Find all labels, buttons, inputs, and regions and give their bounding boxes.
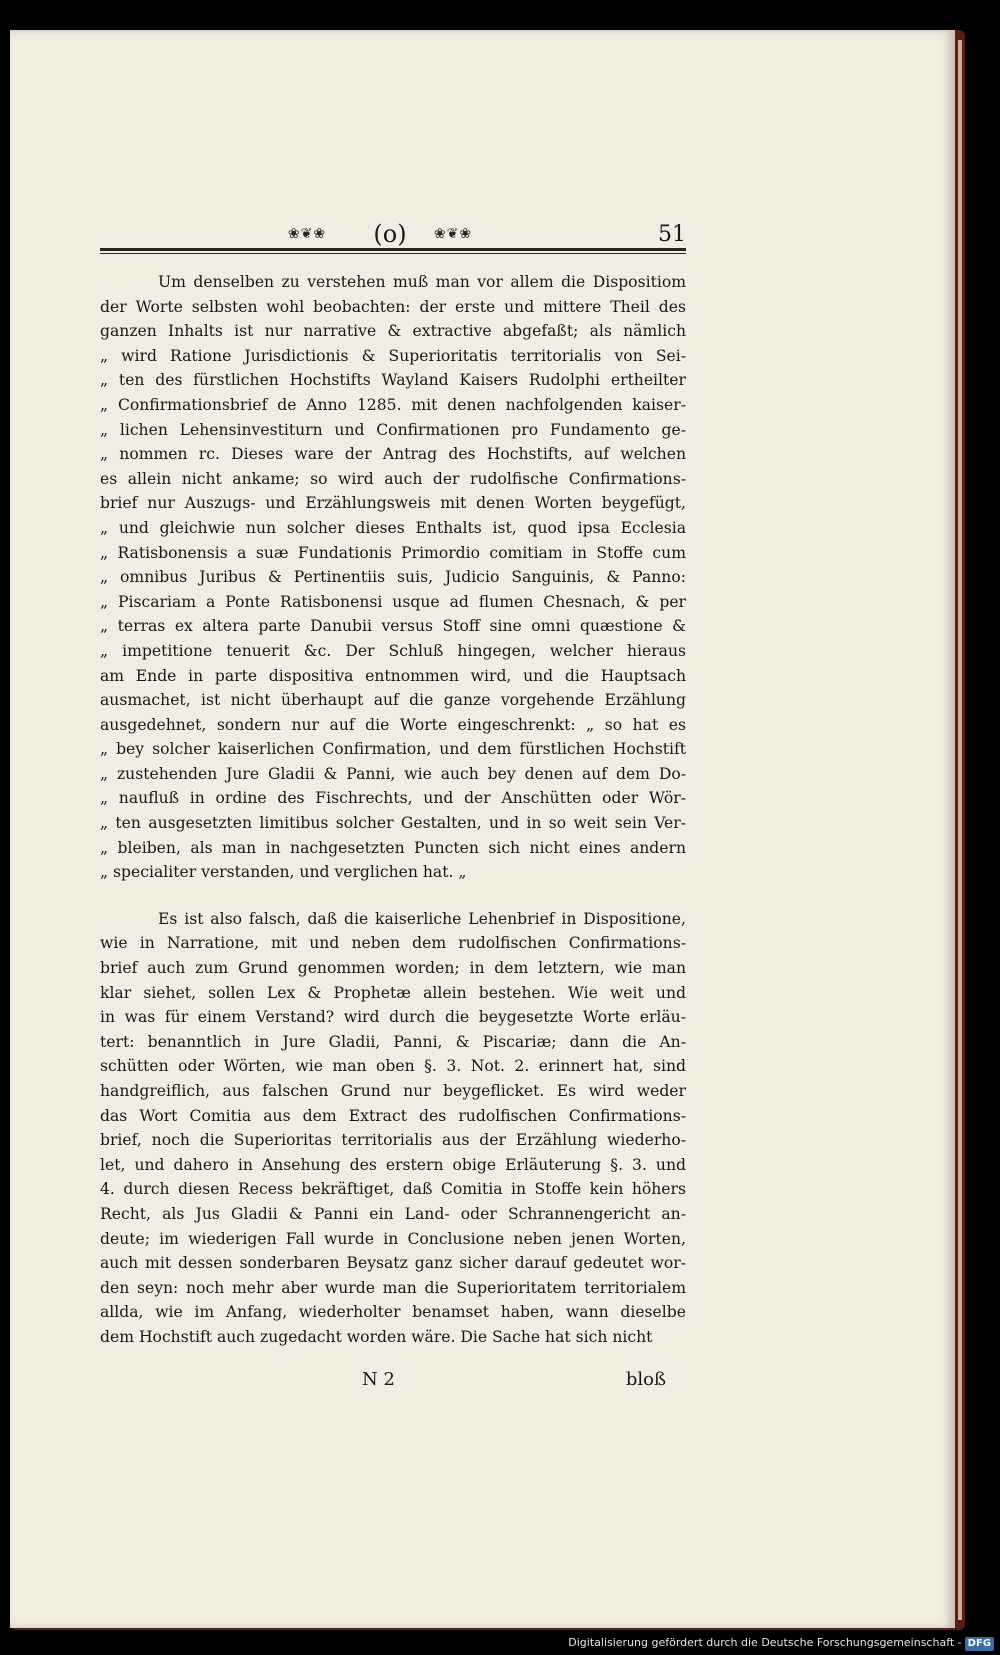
- text-line: das Wort Comitia aus dem Extract des rudolfischen Confirmations-: [100, 1106, 686, 1125]
- text-line: „ bey solcher kaiserlichen Confirmation, und dem fürstlichen Hochstift: [100, 740, 686, 759]
- text-line: tert: benanntlich in Jure Gladii, Panni, & Piscariæ; dann die An-: [100, 1032, 686, 1051]
- text-line: „ specialiter verstanden, und verglichen hat. „: [100, 863, 467, 882]
- text-line: dem Hochstift auch zugedacht worden wäre. Die Sache hat sich nicht: [100, 1327, 653, 1346]
- header-ornament-right-icon: ❀❦❀: [433, 226, 473, 242]
- text-line: Es ist also falsch, daß die kaiserliche Lehenbrief in Dispositione,: [158, 909, 686, 928]
- paragraph: [100, 907, 686, 1350]
- text-line: schütten oder Wörten, wie man oben §. 3. Not. 2. erinnert hat, sind: [100, 1057, 686, 1076]
- paragraph: [100, 270, 686, 885]
- text-line: allda, wie im Anfang, wiederholter benamset haben, wann dieselbe: [100, 1303, 686, 1322]
- text-line: es allein nicht ankame; so wird auch der rudolfische Confirmations-: [100, 469, 686, 488]
- text-line: in was für einem Verstand? wird durch die beygesetzte Worte erläu-: [100, 1008, 686, 1027]
- header-marker: (o): [373, 220, 407, 248]
- text-line: Um denselben zu verstehen muß man vor allem die Dispositiom: [158, 273, 686, 291]
- text-line: „ wird Ratione Jurisdictionis & Superioritatis territorialis von Sei-: [100, 346, 686, 365]
- text-line: „ terras ex altera parte Danubii versus Stoff sine omni quæstione &: [100, 617, 686, 636]
- text-line: „ und gleichwie nun solcher dieses Enthalts ist, quod ipsa Ecclesia: [100, 518, 686, 537]
- text-line: „ zustehenden Jure Gladii & Panni, wie auch bey denen auf dem Do-: [100, 764, 686, 783]
- text-line: „ ten ausgesetzten limitibus solcher Gestalten, und in so weit sein Ver-: [100, 814, 686, 833]
- text-line: auch mit dessen sonderbaren Beysatz ganz sicher darauf gedeutet wor-: [100, 1254, 686, 1273]
- text-line: deute; im wiederigen Fall wurde in Conclusione neben jenen Worten,: [100, 1229, 686, 1248]
- header-ornament-left-icon: ❀❦❀: [287, 226, 327, 242]
- dfg-logo-icon: DFG: [965, 1637, 994, 1651]
- text-line: brief auch zum Grund genommen worden; in dem letztern, wie man: [100, 959, 686, 978]
- digitization-credit: [568, 1633, 994, 1653]
- page-header: [100, 222, 686, 250]
- text-line: „ bleiben, als man in nachgesetzten Puncten sich nicht eines andern: [100, 838, 686, 857]
- text-line: brief, noch die Superioritas territorialis aus der Erzählung wiederho-: [100, 1131, 686, 1150]
- text-line: „ Confirmationsbrief de Anno 1285. mit denen nachfolgenden kaiser-: [100, 395, 686, 414]
- text-line: ganzen Inhalts ist nur narrative & extractive abgefaßt; als nämlich: [100, 322, 686, 341]
- text-line: ausgedehnet, sondern nur auf die Worte eingeschrenkt: „ so hat es: [100, 715, 686, 734]
- header-rule: [100, 248, 686, 251]
- text-line: wie in Narratione, mit und neben dem rudolfischen Confirmations-: [100, 934, 686, 953]
- text-line: brief nur Auszugs- und Erzählungsweis mit denen Worten beygefügt,: [100, 494, 686, 513]
- page-edge: [958, 40, 962, 1620]
- page-number: 51: [658, 222, 686, 247]
- header-rule-thin: [100, 253, 686, 254]
- text-line: „ lichen Lehensinvestiturn und Confirmationen pro Fundamento ge-: [100, 420, 686, 439]
- text-line: let, und dahero in Ansehung des erstern obige Erläuterung §. 3. und: [100, 1155, 686, 1174]
- text-line: handgreiflich, aus falschen Grund nur beygeflicket. Es wird weder: [100, 1082, 686, 1100]
- text-line: am Ende in parte dispositiva entnommen wird, und die Hauptsach: [100, 666, 686, 685]
- body-text: [100, 270, 686, 1350]
- text-line: „ naufluß in ordine des Fischrechts, und der Anschütten oder Wör-: [100, 789, 686, 808]
- text-line: „ Piscariam a Ponte Ratisbonensi usque ad flumen Chesnach, & per: [100, 592, 686, 611]
- credit-text: Digitalisierung gefördert durch die Deutsche Forschungsgemeinschaft -: [568, 1636, 962, 1649]
- text-line: klar siehet, sollen Lex & Prophetæ allein bestehen. Wie weit und: [100, 983, 686, 1002]
- page-footer: [100, 1367, 686, 1393]
- text-line: ausmachet, ist nicht überhaupt auf die ganze vorgehende Erzählung: [100, 691, 686, 710]
- text-line: „ impetitione tenuerit &c. Der Schluß hingegen, welcher hieraus: [100, 641, 686, 660]
- text-line: der Worte selbsten wohl beobachten: der erste und mittere Theil des: [100, 297, 686, 316]
- text-line: Recht, als Jus Gladii & Panni ein Land- oder Schrannengericht an-: [100, 1204, 686, 1223]
- text-line: 4. durch diesen Recess bekräftiget, daß Comitia in Stoffe kein höhers: [100, 1180, 686, 1199]
- signature-mark: N 2: [362, 1369, 395, 1390]
- catchword: bloß: [625, 1369, 666, 1390]
- text-line: den seyn: noch mehr aber wurde man die Superioritatem territorialem: [100, 1278, 686, 1297]
- text-line: „ nommen rc. Dieses ware der Antrag des Hochstifts, auf welchen: [100, 445, 686, 464]
- text-line: „ ten des fürstlichen Hochstifts Wayland Kaisers Rudolphi ertheilter: [100, 371, 686, 390]
- text-line: „ omnibus Juribus & Pertinentiis suis, Judicio Sanguinis, & Panno:: [100, 568, 686, 587]
- text-line: „ Ratisbonensis a suæ Fundationis Primordio comitiam in Stoffe cum: [100, 543, 686, 562]
